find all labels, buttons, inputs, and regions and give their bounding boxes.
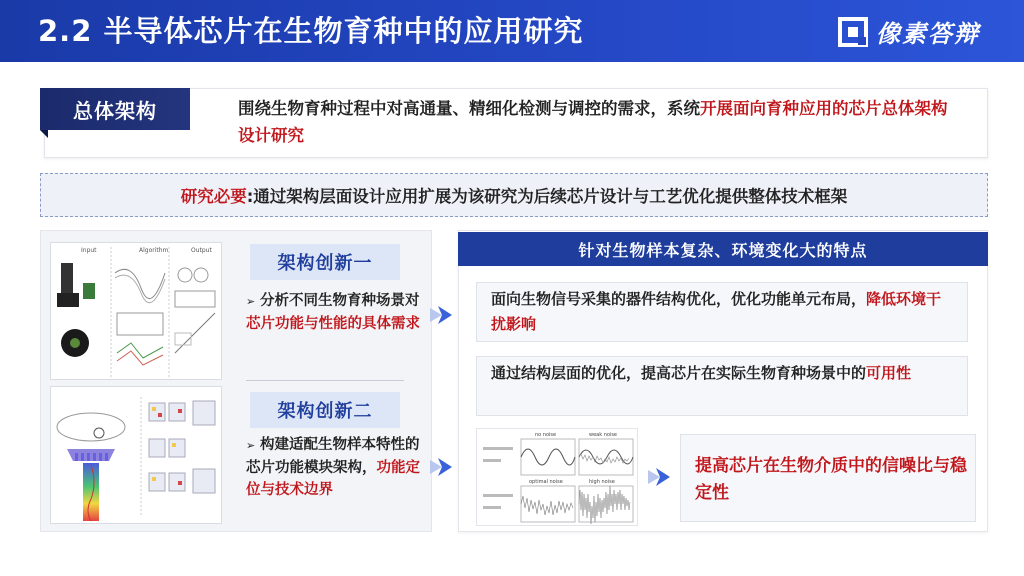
- fig3-title-no-noise: no noise: [535, 432, 557, 438]
- bullet-arrow-icon: ➢: [246, 295, 256, 308]
- point-1: [476, 282, 968, 342]
- noise-figure: [476, 428, 638, 526]
- fig3-title-high-noise: high noise: [589, 479, 615, 485]
- right-arrow-icon: [426, 452, 456, 482]
- page-title: 2.2 半导体芯片在生物育种中的应用研究: [38, 14, 584, 48]
- point-2-highlight: 可用性: [866, 364, 912, 382]
- logo: [838, 14, 980, 49]
- point-2: [476, 356, 968, 416]
- right-panel-header: 针对生物样本复杂、环境变化大的特点: [458, 232, 988, 266]
- architecture-text-plain: 围绕生物育种过程中对高通量、精细化检测与调控的需求，系统: [238, 99, 700, 118]
- bullet-arrow-icon: ➢: [246, 439, 256, 452]
- fig1-col-input: Input: [81, 247, 97, 254]
- innovation-2-text-highlight: 功能定位与技术边界: [246, 460, 420, 498]
- point-2-plain: 通过结构层面的优化，提高芯片在实际生物育种场景中的: [491, 364, 867, 382]
- logo-icon: [838, 17, 868, 47]
- innovation-2-text-plain: 构建适配生物样本特性的芯片功能模块架构，: [246, 437, 420, 476]
- right-arrow-icon: [644, 462, 674, 492]
- experiment-figure-2: [50, 386, 222, 524]
- fig1-col-algorithm: Algorithm: [139, 247, 169, 254]
- header-bar: [0, 0, 1024, 62]
- fig3-title-optimal-noise: optimal noise: [529, 479, 563, 485]
- right-arrow-icon: [426, 300, 456, 330]
- point-3: 提高芯片在生物介质中的信噪比与稳定性: [680, 434, 976, 522]
- innovation-1-text: [246, 290, 421, 335]
- innovation-2-title: 架构创新二: [250, 392, 400, 428]
- logo-text: 像素答辩: [876, 20, 980, 48]
- necessity-label: 研究必要: [180, 187, 247, 206]
- point-1-plain: 面向生物信号采集的器件结构优化，优化功能单元布局，: [491, 290, 867, 308]
- experiment-figure-1: [50, 242, 222, 380]
- innovation-1-text-highlight: 芯片功能与性能的具体需求: [246, 316, 420, 332]
- point-1-highlight: 降低环境干扰影响: [491, 290, 942, 333]
- necessity-box: [40, 173, 988, 217]
- innovation-1-title: 架构创新一: [250, 244, 400, 280]
- architecture-label: 总体架构: [40, 88, 190, 130]
- fig3-title-weak-noise: weak noise: [589, 432, 618, 438]
- necessity-text: :通过架构层面设计应用扩展为该研究为后续芯片设计与工艺优化提供整体技术框架: [246, 187, 848, 206]
- architecture-label-fold: [40, 130, 48, 138]
- innovation-divider: [246, 380, 404, 381]
- fig1-col-output: Output: [191, 247, 212, 254]
- architecture-text-highlight: 开展面向育种应用的芯片总体架构设计研究: [238, 99, 948, 145]
- innovation-2-text: [246, 434, 421, 501]
- innovation-1-text-plain: 分析不同生物育种场景对: [260, 293, 420, 309]
- architecture-text: [238, 95, 958, 149]
